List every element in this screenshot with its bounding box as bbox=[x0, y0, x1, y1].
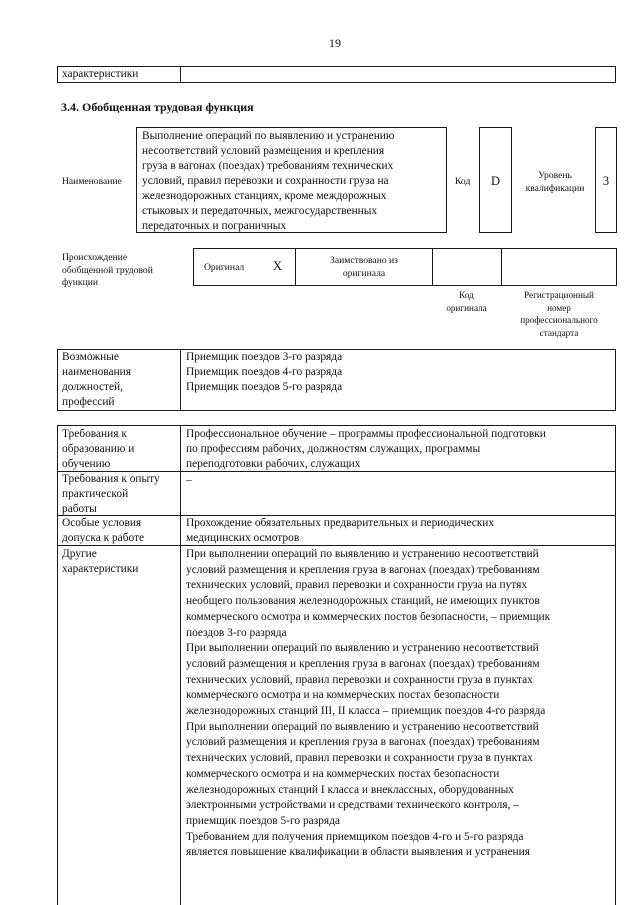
level-label bbox=[515, 170, 595, 195]
other-value-line: условий размещения и крепления груза в вагонах (поездах) требованиям bbox=[186, 657, 540, 670]
experience-value: – bbox=[186, 474, 192, 486]
other-value-line: железнодорожных станций I класса и внеклассных, оборудованных bbox=[186, 783, 514, 796]
other-value-line: является повышение квалификации в области выявления и устранения bbox=[186, 846, 530, 859]
admission-label-line: Особые условия bbox=[62, 517, 142, 529]
other-value-line: При выполнении операций по выявлению и устранению несоответствий bbox=[186, 548, 539, 560]
other-value-line: условий размещения и крепления груза в вагонах (поездах) требованиям bbox=[186, 563, 540, 576]
other-value-line: приемщик поездов 5-го разряда bbox=[186, 814, 340, 827]
code-label: Код bbox=[455, 176, 471, 187]
other-value-line: технических условий, правил перевозки и сохранности груза на путях bbox=[186, 579, 528, 592]
original-label: Оригинал bbox=[204, 262, 245, 273]
origin-divider bbox=[432, 248, 433, 286]
name-label: Наименование bbox=[62, 176, 122, 187]
education-label bbox=[62, 427, 134, 472]
other-label bbox=[62, 547, 138, 577]
other-value-line: электронными устройствами и средствами технического контроля, – bbox=[186, 799, 519, 812]
experience-label bbox=[62, 472, 160, 517]
name-line: железнодорожных станциях, кроме междорожных bbox=[142, 190, 387, 202]
level-label-line: квалификации bbox=[525, 182, 585, 194]
admission-value-line: Прохождение обязательных предварительных и периодических bbox=[186, 517, 495, 529]
caption-line: Код bbox=[459, 290, 474, 300]
caption-line: Регистрационный bbox=[524, 290, 594, 300]
name-line: условий, правил перевозки и сохранности груза на bbox=[142, 175, 389, 187]
positions-label-line: профессий bbox=[62, 396, 115, 408]
other-value bbox=[186, 547, 550, 861]
borrowed-line: Заимствовано из bbox=[330, 255, 398, 266]
borrowed-line: оригинала bbox=[342, 267, 386, 279]
positions-label bbox=[62, 350, 131, 410]
admission-value bbox=[186, 516, 494, 546]
page-number: 19 bbox=[329, 36, 341, 50]
admission-label-line: допуска к работе bbox=[62, 532, 145, 544]
name-text bbox=[142, 129, 394, 234]
code-value: D bbox=[490, 174, 501, 188]
other-value-line: коммерческого осмотра и коммерческих постов безопасности, – приемщик bbox=[186, 610, 551, 623]
origin-label-line: функции bbox=[62, 277, 98, 288]
name-line: стыковых и передаточных, межгосударственных bbox=[142, 205, 378, 217]
positions-label-line: Возможные bbox=[62, 351, 119, 363]
education-value-line: Профессиональное обучение – программы профессиональной подготовки bbox=[186, 428, 546, 440]
caption-line: стандарта bbox=[539, 327, 579, 338]
origin-divider bbox=[501, 248, 502, 286]
caption-line: номер bbox=[547, 302, 571, 313]
position-item: Приемщик поездов 4-го разряда bbox=[186, 366, 343, 378]
name-line: Выполнение операций по выявлению и устранению bbox=[142, 130, 395, 142]
positions-label-line: наименования bbox=[62, 366, 132, 378]
level-value: 3 bbox=[602, 174, 610, 188]
education-label-line: обучению bbox=[62, 458, 111, 470]
education-label-line: образованию и bbox=[62, 443, 135, 455]
original-mark: X bbox=[273, 259, 283, 273]
top-row-label: характеристики bbox=[62, 68, 139, 80]
level-label-line: Уровень bbox=[538, 170, 572, 181]
position-item: Приемщик поездов 5-го разряда bbox=[186, 381, 343, 393]
caption-line: профессионального bbox=[520, 315, 598, 325]
caption-line: оригинала bbox=[446, 302, 487, 313]
education-label-line: Требования к bbox=[62, 428, 127, 440]
other-value-line: условий размещения и крепления груза в вагонах (поездах) требованиям bbox=[186, 736, 540, 749]
requirements-divider bbox=[180, 425, 181, 905]
education-value bbox=[186, 427, 546, 472]
name-line: передаточных и пограничных bbox=[142, 220, 287, 232]
other-value-line: При выполнении операций по выявлению и устранению несоответствий bbox=[186, 720, 539, 733]
experience-label-line: практической bbox=[62, 488, 129, 500]
positions-label-line: должностей, bbox=[62, 381, 124, 393]
experience-label-line: Требования к опыту bbox=[62, 473, 160, 485]
admission-label bbox=[62, 516, 144, 546]
borrowed-label bbox=[296, 255, 432, 280]
other-value-line: коммерческого осмотра и на коммерческих постах безопасности bbox=[186, 767, 500, 780]
other-value-line: необщего пользования железнодорожных станций, не имеющих пунктов bbox=[186, 595, 540, 608]
other-value-line: коммерческого осмотра и на коммерческих постах безопасности bbox=[186, 689, 500, 702]
origin-label-line: обобщенной трудовой bbox=[62, 264, 153, 276]
reg-number-caption bbox=[501, 289, 617, 339]
other-label-line: характеристики bbox=[62, 563, 139, 575]
name-line: груза в вагонах (поездах) требованиям технических bbox=[142, 160, 394, 172]
section-title: 3.4. Обобщенная трудовая функция bbox=[61, 100, 254, 114]
origin-label-line: Происхождение bbox=[62, 252, 128, 263]
top-row-divider bbox=[180, 66, 181, 83]
name-line: несоответствий условий размещения и крепления bbox=[142, 145, 385, 157]
top-row-table bbox=[57, 66, 616, 83]
other-value-line: технических условий, правил перевозки и сохранности груза в пунктах bbox=[186, 752, 533, 765]
positions-list bbox=[186, 350, 342, 395]
positions-divider bbox=[180, 349, 181, 411]
code-original-caption bbox=[432, 289, 501, 314]
origin-label bbox=[62, 252, 153, 290]
other-value-line: Требованием для получения приемщиком поездов 4-го и 5-го разряда bbox=[186, 830, 524, 843]
other-value-line: поездов 3-го разряда bbox=[186, 626, 287, 639]
other-value-line: технических условий, правил перевозки и сохранности груза в пунктах bbox=[186, 673, 533, 686]
other-value-line: При выполнении операций по выявлению и устранению несоответствий bbox=[186, 642, 539, 655]
experience-label-line: работы bbox=[62, 503, 97, 515]
other-value-line: железнодорожных станций III, II класса – приемщик поездов 4-го разряда bbox=[186, 705, 546, 718]
admission-value-line: медицинских осмотров bbox=[186, 532, 300, 544]
education-value-line: переподготовки рабочих, служащих bbox=[186, 458, 361, 470]
position-item: Приемщик поездов 3-го разряда bbox=[186, 351, 343, 363]
education-value-line: по профессиям рабочих, должностям служащих, программы bbox=[186, 443, 481, 455]
other-label-line: Другие bbox=[62, 548, 97, 560]
